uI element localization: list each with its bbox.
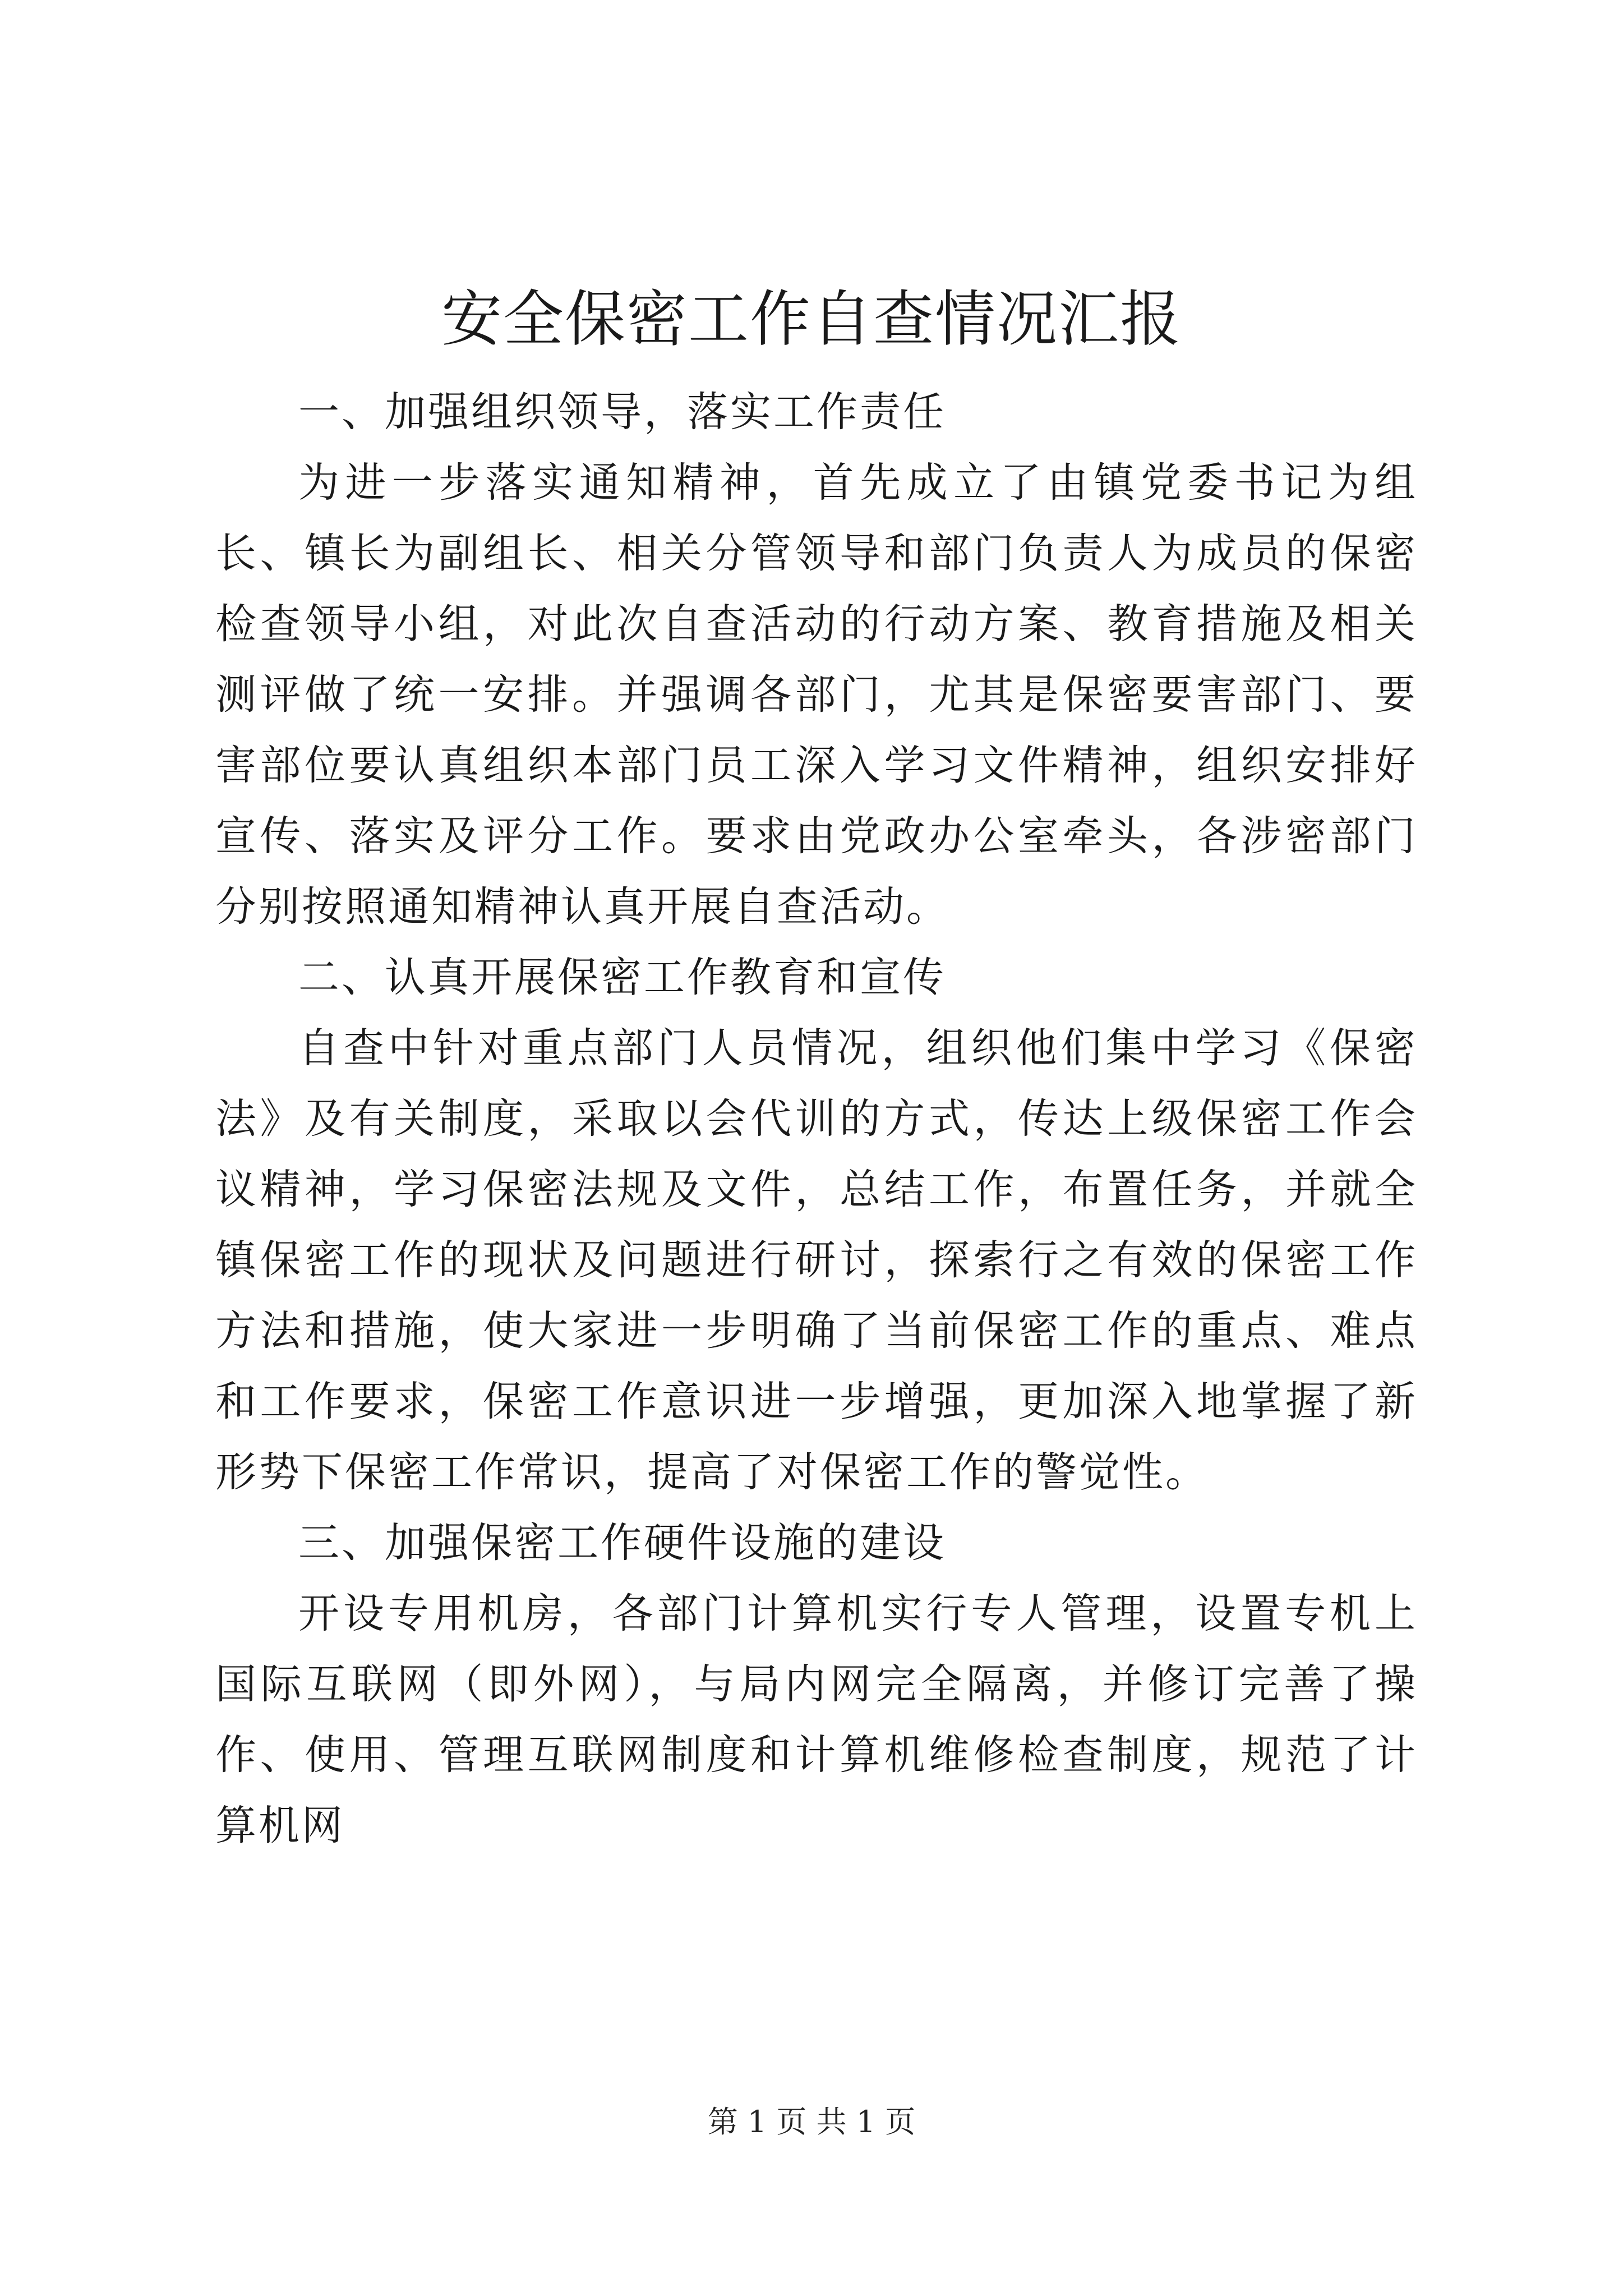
body-paragraph-3: 开设专用机房，各部门计算机实行专人管理，设置专机上国际互联网（即外网），与局内网完全隔离，并修订完善了操作、使用、管理互联网制度和计算机维修检查制度，规范了计算机网 xyxy=(215,1590,1418,1849)
document-body xyxy=(215,377,1418,1861)
page-footer: 第 1 页 共 1 页 xyxy=(707,2104,916,2139)
document-title: 安全保密工作自查情况汇报 xyxy=(441,284,1182,355)
body-paragraph-2: 自查中针对重点部门人员情况，组织他们集中学习《保密法》及有关制度，采取以会代训的方式，传达上级保密工作会议精神，学习保密法规及文件，总结工作，布置任务，并就全镇保密工作的现状及问题进行研讨，探索行之有效的保密工作方法和措施，使大家进一步明确了当前保密工作的重点、难点和工作要求，保密工作意识进一步增强，更加深入地掌握了新形势下保密工作常识，提高了对保密工作的警觉性。 xyxy=(215,1024,1418,1496)
section-heading-3: 三、加强保密工作硬件设施的建设 xyxy=(298,1519,946,1567)
section-heading-2: 二、认真开展保密工作教育和宣传 xyxy=(298,954,946,1001)
body-paragraph-1: 为进一步落实通知精神，首先成立了由镇党委书记为组长、镇长为副组长、相关分管领导和部门负责人为成员的保密检查领导小组，对此次自查活动的行动方案、教育措施及相关测评做了统一安排。并强调各部门，尤其是保密要害部门、要害部位要认真组织本部门员工深入学习文件精神，组织安排好宣传、落实及评分工作。要求由党政办公室牵头，各涉密部门分别按照通知精神认真开展自查活动。 xyxy=(215,459,1418,931)
section-heading-1: 一、加强组织领导，落实工作责任 xyxy=(298,388,946,436)
